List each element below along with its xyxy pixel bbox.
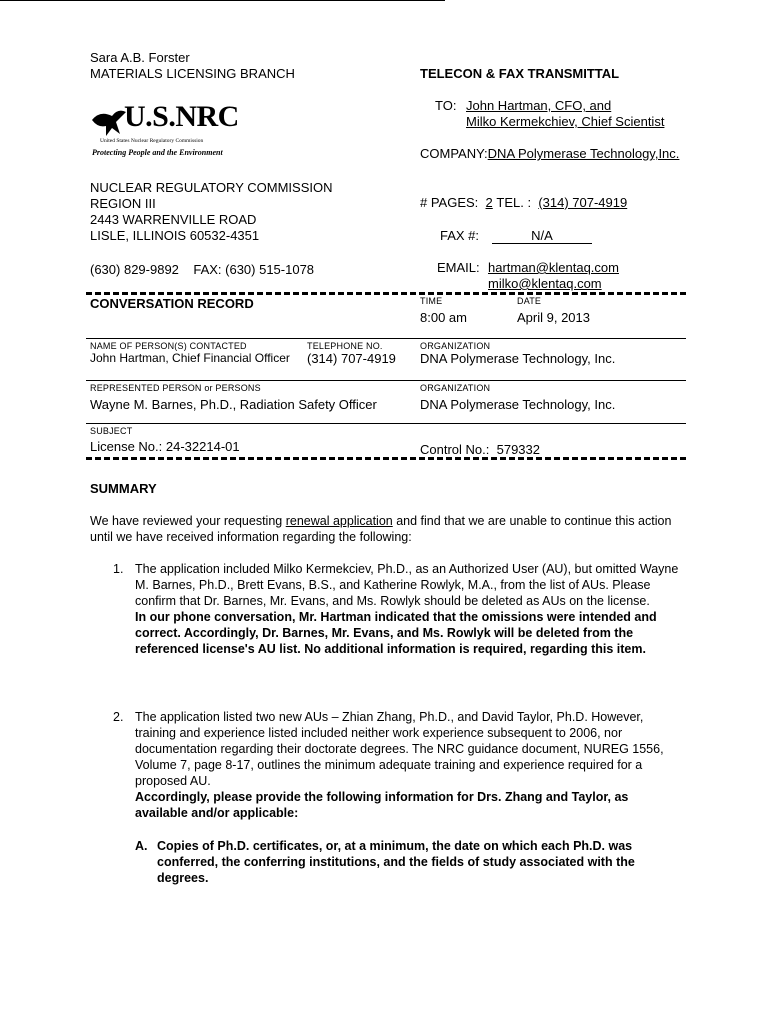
record-top-dashed-line xyxy=(86,292,686,295)
date-value: April 9, 2013 xyxy=(517,310,590,325)
to-line-1: John Hartman, CFO, and xyxy=(466,98,612,113)
intro-renewal-link: renewal application xyxy=(285,514,393,528)
item-1-number: 1. xyxy=(113,562,124,576)
intro-text-post: and find that we are unable to continue this action until we have received information regarding the following: xyxy=(90,514,672,544)
date-label: DATE xyxy=(517,296,542,306)
item-1-text: The application included Milko Kermekciev, Ph.D., as an Authorized User (AU), but omitted Wayne M. Barnes, Ph.D., Brett Evans, B.S., and Katherine Rowlyk, M.A., from the list of AUs. Please confirm that Dr. Barnes, Mr. Evans, and Ms. Rowlyk should be deleted as AUs on the license. xyxy=(135,562,679,608)
org2-value: DNA Polymerase Technology, Inc. xyxy=(420,397,616,412)
pages-line xyxy=(420,195,627,210)
agency-region: REGION III xyxy=(90,196,156,211)
divider-contacted xyxy=(86,338,686,339)
logo-subtitle: United States Nuclear Regulatory Commission xyxy=(100,138,204,144)
agency-city: LISLE, ILLINOIS 60532-4351 xyxy=(90,228,260,243)
email-2: milko@klentaq.com xyxy=(488,276,602,291)
logo-text: U.S.NRC xyxy=(124,100,239,133)
item-1-bold-text: In our phone conversation, Mr. Hartman indicated that the omissions were intended and correct. Accordingly, Dr. Barnes, Mr. Evans, and Ms. Rowlyk will be deleted from the referenced license's AU list. No additional information is required, regarding this item. xyxy=(135,610,657,656)
item-2-body xyxy=(135,709,680,821)
fax-label: FAX #: xyxy=(440,228,480,243)
divider-subject xyxy=(86,423,686,424)
item-2-bold-text: Accordingly, please provide the following information for Drs. Zhang and Taylor, as available and/or applicable: xyxy=(135,790,629,820)
org-value: DNA Polymerase Technology, Inc. xyxy=(420,351,616,366)
item-2-number: 2. xyxy=(113,710,124,724)
record-bottom-dashed-line xyxy=(86,457,686,460)
contacted-label: NAME OF PERSON(S) CONTACTED xyxy=(90,341,247,351)
org-label: ORGANIZATION xyxy=(420,341,491,351)
control-line xyxy=(420,442,540,457)
to-label: TO: xyxy=(435,98,457,113)
to-line-2: Milko Kermekchiev, Chief Scientist xyxy=(466,114,665,129)
summary-heading: SUMMARY xyxy=(90,481,157,496)
sub-item-a-letter: A. xyxy=(135,839,148,853)
company-line xyxy=(420,146,679,161)
company-label: COMPANY: xyxy=(420,146,488,161)
record-title: CONVERSATION RECORD xyxy=(90,296,254,311)
tel-value: (314) 707-4919 xyxy=(538,195,628,210)
subject-value: License No.: 24-32214-01 xyxy=(90,439,240,454)
telephone-value: (314) 707-4919 xyxy=(307,351,396,366)
agency-street: 2443 WARRENVILLE ROAD xyxy=(90,212,257,227)
subject-label: SUBJECT xyxy=(90,426,133,436)
company-value: DNA Polymerase Technology,Inc. xyxy=(487,146,680,161)
item-2-text: The application listed two new AUs – Zhian Zhang, Ph.D., and David Taylor, Ph.D. However, training and experience listed included neither work experience subsequent to 2006, nor documentation regarding their doctorate degrees. The NRC guidance document, NUREG 1556, Volume 7, page 8-17, outlines the minimum adequate training and experience required for a proposed AU. xyxy=(135,710,664,788)
pages-value: 2 xyxy=(485,195,493,210)
item-1-body xyxy=(135,561,680,657)
contacted-value: John Hartman, Chief Financial Officer xyxy=(90,351,290,365)
email-label: EMAIL: xyxy=(437,260,480,275)
agency-phone-fax: (630) 829-9892 FAX: (630) 515-1078 xyxy=(90,262,315,277)
control-label: Control No.: xyxy=(420,442,490,457)
tel-label: TEL. : xyxy=(496,195,532,210)
top-border-line xyxy=(0,0,445,1)
transmittal-title: TELECON & FAX TRANSMITTAL xyxy=(420,66,620,81)
time-value: 8:00 am xyxy=(420,310,467,325)
divider-represented xyxy=(86,380,686,381)
telephone-label: TELEPHONE NO. xyxy=(307,341,383,351)
agency-name: NUCLEAR REGULATORY COMMISSION xyxy=(90,180,333,195)
sub-item-a-text: Copies of Ph.D. certificates, or, at a minimum, the date on which each Ph.D. was conferred, the conferring institutions, and the fields of study associated with the degrees. xyxy=(157,839,635,885)
sender-branch: MATERIALS LICENSING BRANCH xyxy=(90,66,295,81)
represented-value: Wayne M. Barnes, Ph.D., Radiation Safety Officer xyxy=(90,397,377,412)
org2-label: ORGANIZATION xyxy=(420,383,491,393)
control-value: 579332 xyxy=(496,442,540,457)
sender-name: Sara A.B. Forster xyxy=(90,50,190,65)
represented-label: REPRESENTED PERSON or PERSONS xyxy=(90,383,261,393)
email-1: hartman@klentaq.com xyxy=(488,260,619,275)
pages-label: # PAGES: xyxy=(420,195,479,210)
logo-tagline: Protecting People and the Environment xyxy=(92,148,223,157)
nrc-logo xyxy=(90,100,270,162)
intro-text-pre: We have reviewed your requesting xyxy=(90,514,286,528)
summary-intro xyxy=(90,513,680,545)
fax-value: N/A xyxy=(492,228,592,244)
time-label: TIME xyxy=(420,296,443,306)
